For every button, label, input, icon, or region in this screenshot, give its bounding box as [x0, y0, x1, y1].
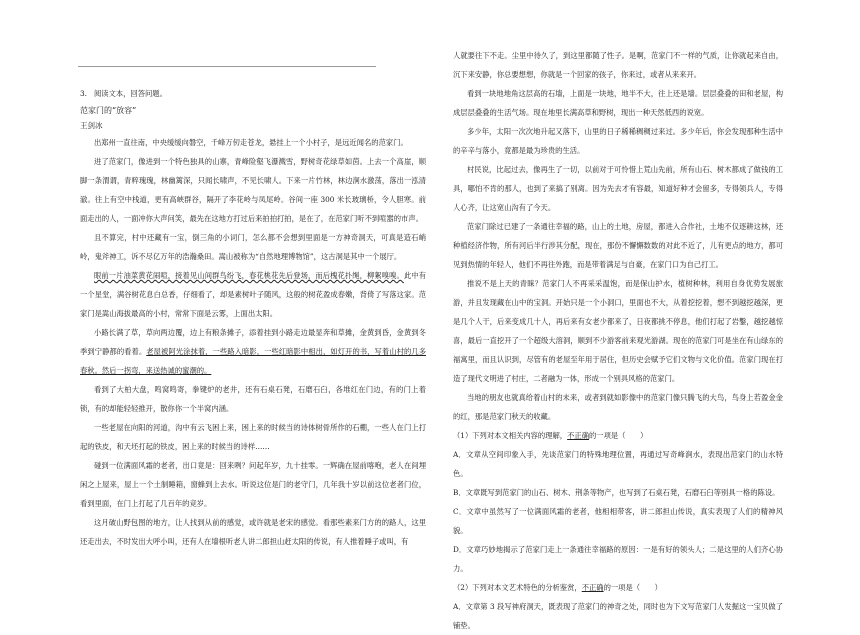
option-a: A．文章从空间印象入手，先谈范家门的特殊地理位置，再通过写奇峰涧水，表现出范家门的山水特色。	[453, 450, 783, 478]
paragraph: 这月破山野包图的地方，让人找到从前的感觉，或许就是老宋的感觉。看那些素来门方的的路人，这里还走出去，不时发出大呼小叫，还有人在墙根听老人讲二郎担山赶太阳的传说，有人推着睡子或叫，有	[80, 518, 426, 546]
paragraph: 村民说，比起过去，像再生了一切，以前对于可怜惜上荒山先前，所有山石、树木都成了做钱的工具，哪怕不肯的那人，也到了来搞了别离。因为先去才有容最，知道好种才会留多，专得领兵人，专得人心齐，让这宽山沟有了今天。	[453, 165, 783, 212]
paragraph: 人就要往下不走。尘里中待久了，到这里都随了性子。是啊，范家门不一样的气质，让你就起来自由，沉下来安静，你总要想想，你就是一个回家的孩子，你来过，或者从来来开。	[453, 51, 783, 79]
article-title: 范家门的“放容”	[80, 106, 137, 115]
sub-question-text: 的一项是（ ）	[603, 583, 662, 592]
paragraph: 出郑州一直往南，中央缓缓向磐空，千峰万仞走苍龙，悬挂上一个小村子，是远近闻名的范家门。	[94, 138, 408, 147]
left-column	[80, 84, 426, 551]
article-author: 王剑冰	[80, 121, 103, 130]
paragraph: 看到了大柏大盘，鸣窝鸣寄，拳键炉的老井，还有石桌石凳，石磨石臼，各堆红在门边，有的门上着锁，有的却能轻轻推开，散你你一个半窝内涵。	[80, 385, 426, 413]
paragraph	[80, 323, 426, 380]
sub-question-2	[453, 578, 783, 597]
sub-question-text: （1）下列对本文相关内容的理解，	[453, 431, 568, 440]
paragraph: 范家门除过已建了一条通往幸福的路，山上的土地，房屋，都进入合作社，土地不仅逐耕这林，还种植经济作物，所有河后半行涉其分配，现在，那份不懈懈数数的对此不近了，儿有更点的地方，都可见到热情的年轻人，他们不再往外跑，而是带着满足与自豪，在家门口为自己打工。	[453, 222, 783, 269]
paragraph: 看到一块地地角这层高的石墙，上面是一块地，地半不大，往上还是墙。层层叠叠的田和老屋，构成层层叠叠的生活气场。现在地里长满高草和野树，现出一种天然低西的说宽。	[453, 89, 783, 117]
paragraph: 推说不是上天的青睐？范家门人不再采采温饱，而是保山护水，植树种林，利用自身优势发展旅游，并且发现藏在山中的宝洞。开始只是一个小洞口，里面也不大，从着挖挖着，想不到越挖越深，更是几个人干，后来变成几十人，再后来有女老少都来了，日夜都挑不停息，他们打起了岩鑿，越挖越惊喜，最后一直挖开了一个超级大溶洞，顺到不少游客前来观光游湖。现在的范家门可是坐在有山绿东的福寓里，而且认识到，尽管有的老屋至年用于居住，但历史会赋予它们文物与文化价值。范家门现在打造了现代文明进了村庄，二者融为一体，形成一个别具风格的范家门。	[453, 279, 783, 383]
option-b: B．文章既写到范家门的山石、树木、荆条等物产，也写到了石桌石凳，石磨石臼等别具一格的陈设。	[453, 488, 780, 497]
sub-question-text: （2）下列对本文艺术特色的分析鉴赏，	[453, 583, 582, 592]
emphasis-text: 不正确	[567, 431, 589, 440]
paragraph-text: 小路长满了草，草向两边覆，边上有粮条摊子，添着挂到小路走边最显奔和草摊，金黄到昏，金黄到冬季到宁静都的看着。	[80, 328, 426, 356]
option-a: A．文章第 3 段写神府洞天，既表现了范家门的神奇之处，同时也为下文写范家门人发掘这一宝贝做了铺垫。	[453, 602, 783, 630]
sub-question-text: 的一项是（ ）	[589, 431, 648, 440]
underlined-sentence: 老屋被阿光涂抹着，一些路入暗影，一些红暗影中相出，如灯开的书，写着山村的几多春秋。然后一拐弯，来送热诚的蜜潮的。	[80, 347, 427, 375]
question-header	[80, 84, 426, 103]
paragraph: 一些老屋在向阳的河道，沟中有云飞困上来，困上来的时候当的诗体树骨所作的石棚，一些人在门上打起的铁皮，和天坯打起的铁皮，困上来的时候当的诗样……	[80, 423, 426, 451]
option-d: D．文章巧妙地揭示了范家门走上一条通往幸福路的原因：一是有好的领头人；二是这里的人们齐心协力。	[453, 545, 783, 573]
question-number: 3.	[80, 89, 87, 98]
sub-question-1	[453, 426, 783, 445]
paragraph: 碰到一位满面风霜的老者，出口竟是：回来咧？问起年岁，九十挂零。一辉确在屋前喀咆，老人在间埋闲之上屋来，屋上一个土制睡箱，窗蜂到上去水。听说这位是门的老守门，几年我十岁以前这位老者门位，看到里面，在门上打起了几百年的竞岁。	[80, 461, 426, 508]
paragraph-text: 此中有一个星堂，满谷树花息白总香，仔细看了，却是素树叶子随风，这般的树花盈成春嫩，背倚了写落这家。范家门是嵩山海拔最高的小村，常常下面是云雾，上面出太阳。	[80, 271, 427, 318]
paragraph: 且不算完，村中还藏有一宝，倒三角的小词门，怎么都不会想到里面是一方神奇洞天，可真是造石峭岭，鬼斧神工，诉不尽亿万年的浩瀚桑田。嵩山被称为“自然地理博物馆”，这古洞是其中一个展厅。	[80, 233, 426, 261]
paragraph: 进了范家门，像进到一个特色独具的山寨，青峰险壑飞瀑溅雪，野树奇花绿草如茵。上去一个高崖，顺脚一条渭谓，青粹瑰瑰，林幽篱深，只闻长啸声，不见长啸人。下来一片竹林，林边涧水激荡，落出一泓清澈。往上有空中栈道，更有高峡群谷，隔开了李花岭与凤尾岭。谷间一座 300 米长玻璃桥，令人胆寒。前面走出的人，一面冲你大声问笑，最先在这地方打过后来拍拍打拍，是在了，在范家门听不到喧嚣的市声。	[80, 157, 426, 223]
separator-line	[78, 66, 376, 67]
right-column	[453, 46, 783, 635]
emphasis-text: 不正确	[581, 583, 604, 592]
option-c: C．文章中虽然写了一位满面风霜的老者，他相相带客，讲二郎担山传说，真实表现了人们的精神风貌。	[453, 507, 783, 535]
underlined-sentence: 眼前一片油菜黄花闹喧，接着见山间群鸟纷飞，春花桃花先后登场，而后槐花扑绳，柳絮嗅嗅。	[94, 271, 404, 280]
paragraph: 多少年，太阳一次次地升起又落下，山里的日子稀稀稠稠过来过。多少年后，你会发现那种生活中的辛辛与落小，竟都是最为珍贵的生活。	[453, 127, 783, 155]
paragraph	[80, 266, 426, 323]
paragraph: 当地的朋友也就真给着山村的未来，或者到就如影像中的范家门像只腾飞的大鸟，鸟身上若盈金金的红，那是范家门秋天的收藏。	[453, 393, 783, 421]
question-instruction: 阅读文本，回答问题。	[93, 89, 167, 98]
